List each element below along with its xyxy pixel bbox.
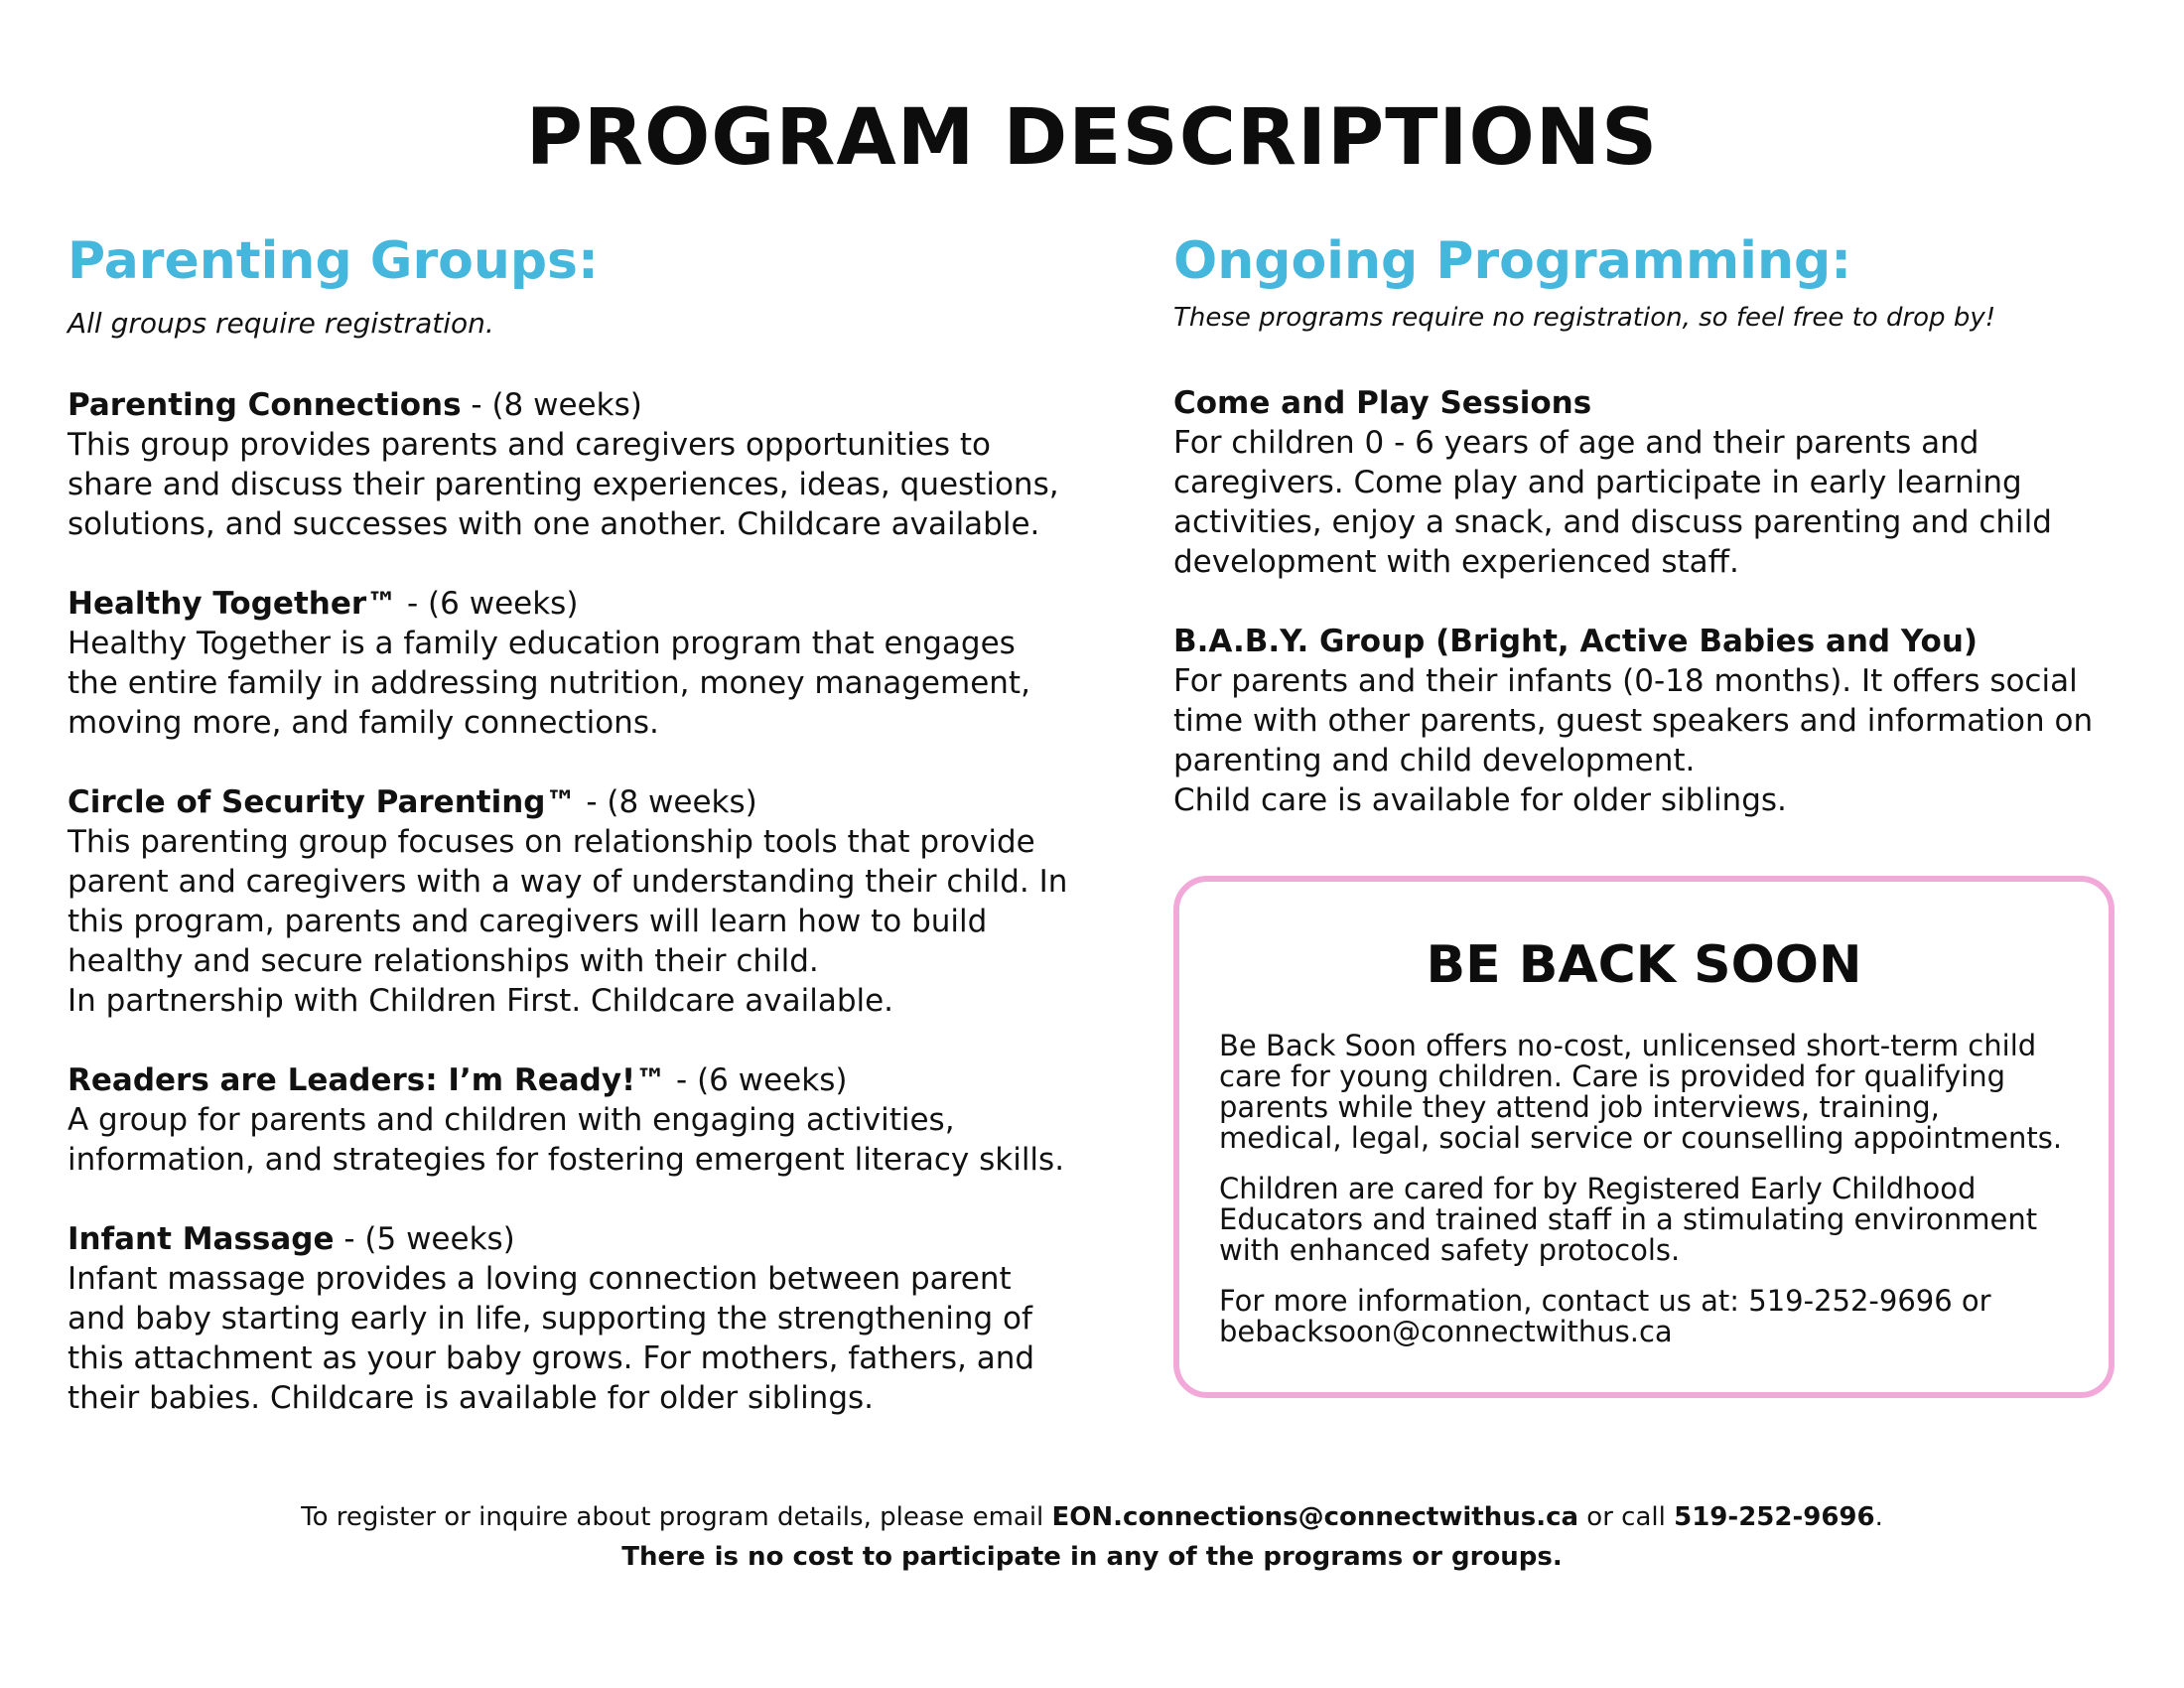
program-name: Come and Play Sessions <box>1173 384 1592 421</box>
program-infant-massage <box>68 1219 1100 1418</box>
program-description: This group provides parents and caregivers opportunities to share and discuss their parenting experiences, ideas, questions, solutions, and successes with one another. Childcare available. <box>68 427 1059 543</box>
program-duration: - (6 weeks) <box>666 1062 848 1099</box>
program-readers-are-leaders <box>68 1060 1100 1180</box>
parenting-groups-subtitle: All groups require registration. <box>68 306 494 340</box>
footer-register-line: To register or inquire about program details, please email EON.connections@connectwithus.ca or call 519-252-9696. <box>301 1502 1883 1532</box>
program-description: This parenting group focuses on relationship tools that provide parent and caregivers with a way of understanding their child. In this program, parents and caregivers will learn how to build healthy and secure relationships with their child. In partnership with Children First. Childcare available. <box>68 824 1068 1020</box>
program-name: B.A.B.Y. Group (Bright, Active Babies and You) <box>1173 623 1979 659</box>
program-description: Infant massage provides a loving connection between parent and baby starting early in life, supporting the strengthening of this attachment as your baby grows. For mothers, fathers, and their babies. Childcare is available for older siblings. <box>68 1261 1035 1417</box>
be-back-soon-contact: For more information, contact us at: 519-252-9696 or bebacksoon@connectwithus.ca <box>1219 1284 1991 1348</box>
program-name: Circle of Security Parenting™ <box>68 784 577 821</box>
program-healthy-together <box>68 584 1100 743</box>
footer-email[interactable]: EON.connections@connectwithus.ca <box>1051 1502 1579 1532</box>
be-back-soon-paragraph: Children are cared for by Registered Early Childhood Educators and trained staff in a stimulating environment with enhanced safety protocols. <box>1219 1172 2038 1267</box>
program-come-and-play <box>1173 383 2107 582</box>
program-duration: - (6 weeks) <box>397 586 579 623</box>
program-duration: - (5 weeks) <box>334 1221 515 1258</box>
be-back-soon-paragraph: Be Back Soon offers no-cost, unlicensed short-term child care for young children. Care is provided for qualifying parents while they attend job interviews, training, medical, legal, social service or counselling appointments. <box>1219 1029 2063 1155</box>
program-parenting-connections <box>68 385 1100 544</box>
parenting-groups-column <box>68 231 1100 1418</box>
program-duration: - (8 weeks) <box>576 784 757 821</box>
be-back-soon-box <box>1173 876 2115 1398</box>
footer-no-cost-line: There is no cost to participate in any of the programs or groups. <box>621 1542 1563 1572</box>
program-circle-of-security <box>68 782 1100 1021</box>
program-name: Infant Massage <box>68 1221 335 1258</box>
program-description: For parents and their infants (0-18 months). It offers social time with other parents, guest speakers and information on parenting and child development. Child care is available for older siblings. <box>1173 662 2094 818</box>
program-duration: - (8 weeks) <box>461 387 642 424</box>
be-back-soon-body <box>1219 1031 2083 1367</box>
parenting-groups-heading: Parenting Groups: <box>68 231 599 291</box>
program-baby-group <box>1173 622 2107 820</box>
program-description: A group for parents and children with engaging activities, information, and strategies for fostering emergent literacy skills. <box>68 1102 1065 1179</box>
footer-phone[interactable]: 519-252-9696 <box>1674 1502 1875 1532</box>
be-back-soon-title: BE BACK SOON <box>1426 935 1862 995</box>
program-name: Healthy Together™ <box>68 586 398 623</box>
program-description: For children 0 - 6 years of age and their parents and caregivers. Come play and participate in early learning activities, enjoy a snack, and discuss parenting and child development with experienced staff. <box>1173 424 2052 580</box>
program-name: Readers are Leaders: I’m Ready!™ <box>68 1062 667 1099</box>
program-name: Parenting Connections <box>68 387 462 424</box>
page-title: PROGRAM DESCRIPTIONS <box>525 93 1659 183</box>
ongoing-programming-column <box>1173 231 2107 820</box>
program-description: Healthy Together is a family education program that engages the entire family in addressing nutrition, money management, moving more, and family connections. <box>68 626 1030 742</box>
ongoing-programming-subtitle: These programs require no registration, so feel free to drop by! <box>1173 302 1996 333</box>
ongoing-programming-heading: Ongoing Programming: <box>1173 231 1852 291</box>
footer <box>0 1497 2184 1577</box>
